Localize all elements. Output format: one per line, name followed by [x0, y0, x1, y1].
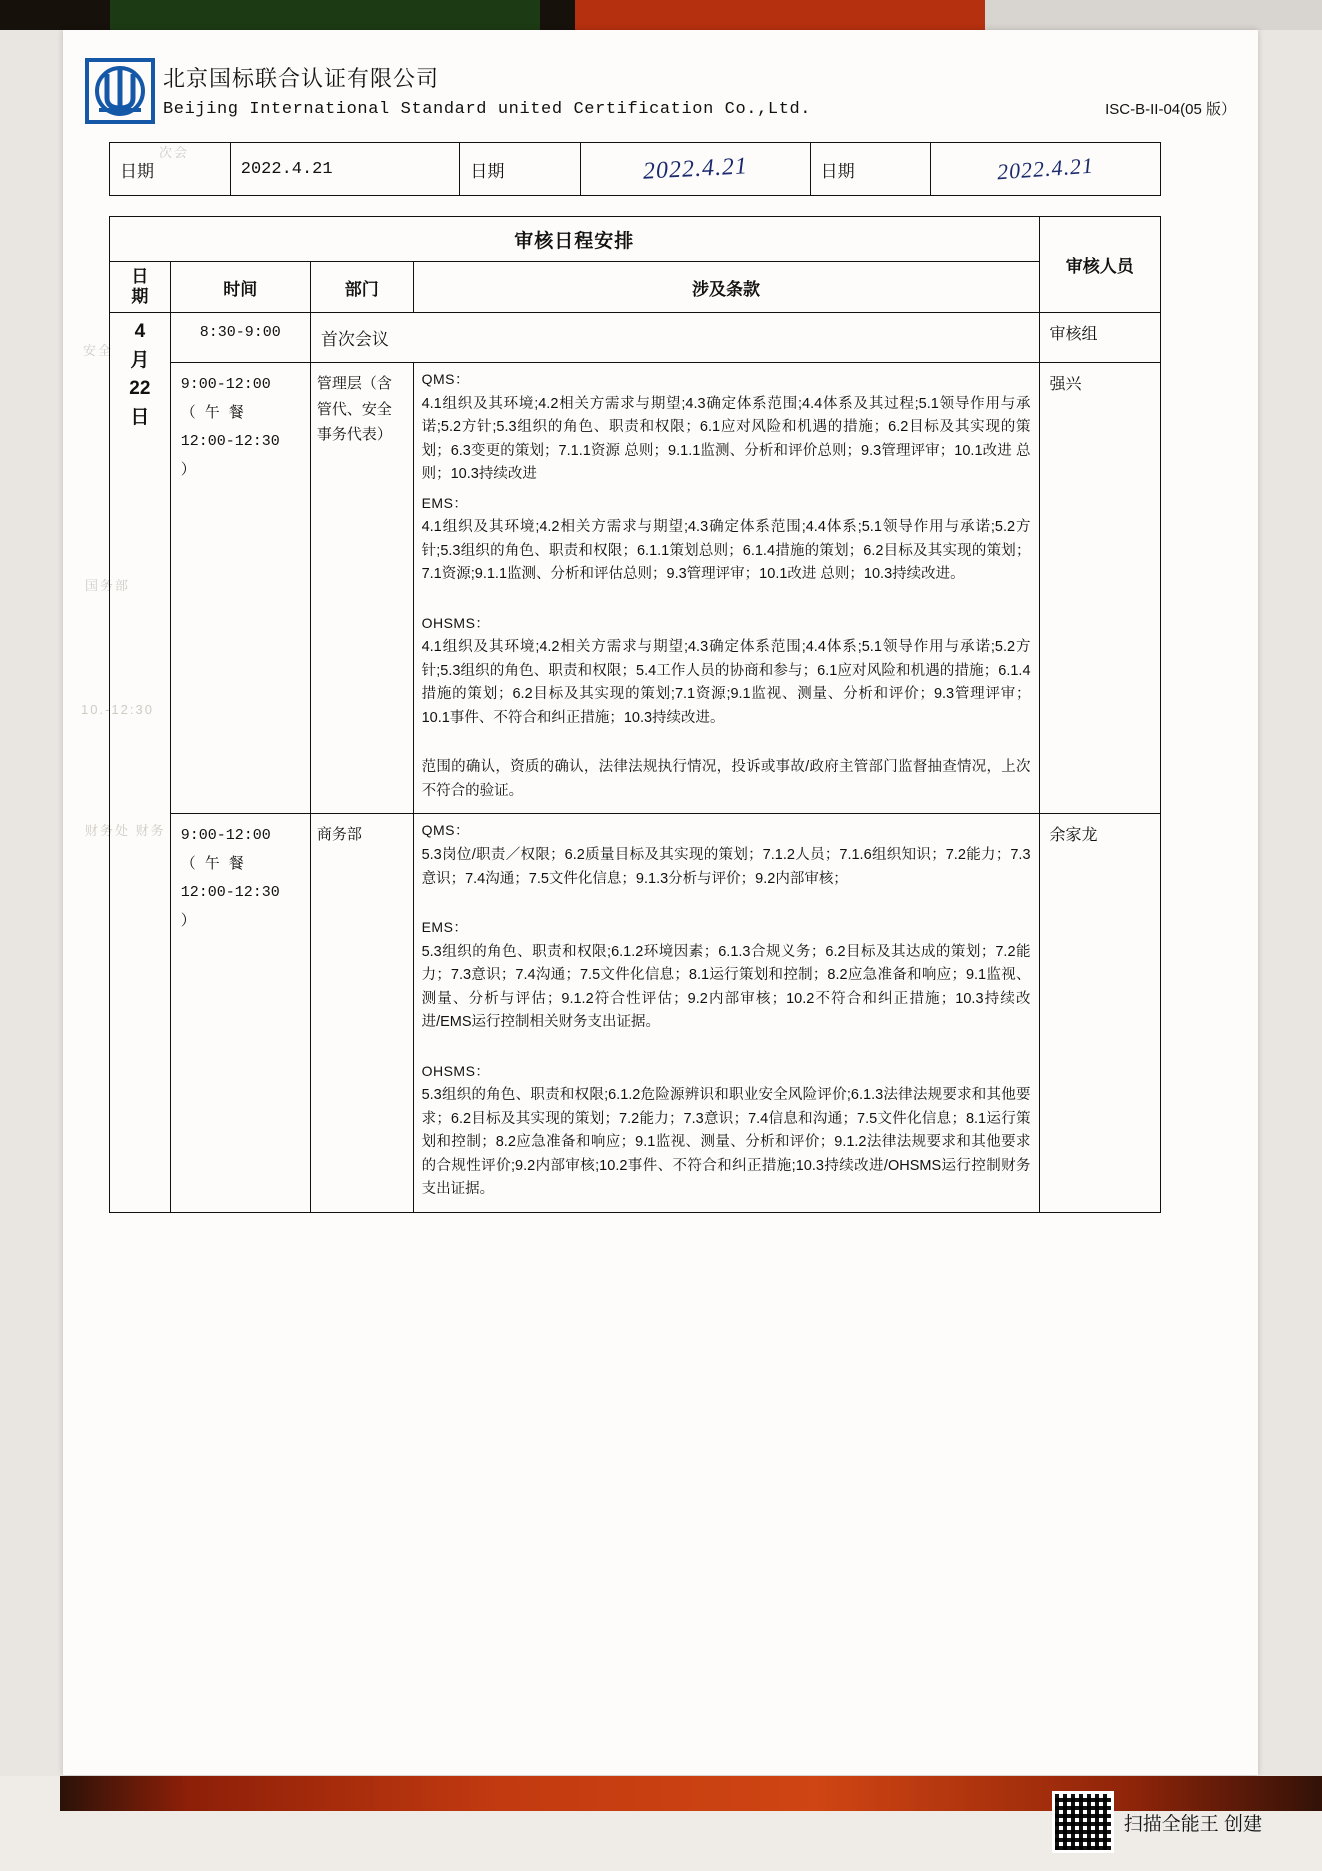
handwriting-date-3: 2022.4.21: [996, 152, 1095, 185]
date-value-1: 2022.4.21: [230, 143, 460, 196]
clause-group-label: QMS：: [421, 371, 470, 387]
date-strip-row: [110, 143, 1161, 196]
table-row: [110, 814, 1161, 1212]
scan-watermark: [1052, 1791, 1262, 1853]
clause-group-text: 5.3组织的角色、职责和权限;6.1.2环境因素；6.1.3合规义务；6.2目标及其达成的策划；7.2能力；7.3意识；7.4沟通；7.5文件化信息；8.1运行策划和控制；8.2应急准备和响应；9.1监视、测量、分析与评估；9.1.2符合性评估；9.2内部审核；10.2不符合和纠正措施；10.3持续改进/EMS运行控制相关财务支出证据。: [421, 943, 1031, 1031]
date-label-1: 日期: [110, 143, 231, 196]
company-name-cn: 北京国标联合认证有限公司: [163, 66, 440, 91]
clause-group-label: QMS：: [421, 822, 470, 839]
date-value-3-handwritten: [931, 143, 1161, 196]
row3-time: 9:00-12:00 （ 午 餐 12:00-12:30 ）: [170, 814, 310, 1212]
clause-group-text: 范围的确认，资质的确认，法律法规执行情况，投诉或事故/政府主管部门监督抽查情况，上次不符合的验证。: [421, 759, 1031, 799]
row3-auditor: 余家龙: [1039, 814, 1160, 1212]
clause-group-text: 5.3岗位/职责／权限；6.2质量目标及其实现的策划；7.1.2人员；7.1.6组织知识；7.2能力；7.3意识；7.4沟通；7.5文件化信息；9.1.3分析与评价；9.2内部审核；: [421, 847, 1031, 887]
qr-code-icon: [1052, 1791, 1114, 1853]
clause-group-text: 5.3组织的角色、职责和权限;6.1.2危险源辨识和职业安全风险评价;6.1.3法律法规要求和其他要求；6.2目标及其实现的策划；7.2能力；7.3意识；7.4信息和沟通；7.5文件化信息；8.1运行策划和控制；8.2应急准备和响应；9.1监视、测量、分析和评价；9.1.2法律法规要求和其他要求的合规性评价;9.2内部审核;10.2事件、不符合和纠正措施;10.3持续改进/OHSMS运行控制财务支出证据。: [421, 1087, 1031, 1198]
row1-time: 8:30-9:00: [170, 313, 310, 363]
schedule-title-row: [110, 217, 1161, 262]
bleed-ghost-3: 国务部: [85, 578, 131, 593]
column-header-time: 时间: [170, 262, 310, 313]
row3-clauses: [413, 814, 1039, 1212]
document-page: [63, 30, 1258, 1775]
clause-group-label: OHSMS：: [421, 614, 490, 631]
scan-top-edge: [0, 0, 1322, 30]
clause-group-text: 4.1组织及其环境;4.2相关方需求与期望;4.3确定体系范围;4.4体系及其过程;5.1领导作用与承诺;5.2方针;5.3组织的角色、职责和权限；6.1应对风险和机遇的措施；6.2目标及其实现的策划；6.3变更的策划；7.1.1资源 总则；9.1.1监测、分析和评价总则；9.3管理评审；10.1改进 总则；10.3持续改进: [421, 395, 1031, 483]
date-label-2: 日期: [460, 143, 581, 196]
scan-edge-grey-band: [985, 0, 1322, 30]
row-date-cell: [110, 313, 171, 1213]
date-label-3: 日期: [810, 143, 931, 196]
bleed-ghost-4: 10.-12:30: [81, 702, 154, 717]
handwriting-date-2: 2022.4.21: [642, 152, 749, 185]
row1-auditor: 审核组: [1039, 313, 1160, 363]
clause-group-label: OHSMS：: [421, 1062, 490, 1079]
column-header-clause: 涉及条款: [413, 262, 1039, 313]
date-value-2-handwritten: [581, 143, 811, 196]
bleed-ghost-5: 财务处 财务: [85, 823, 166, 838]
scan-edge-green-band: [110, 0, 540, 30]
row2-clauses: [413, 363, 1039, 814]
row2-time: 9:00-12:00 （ 午 餐 12:00-12:30 ）: [170, 363, 310, 814]
clause-group-label: EMS：: [421, 919, 468, 936]
schedule-title: 审核日程安排: [110, 217, 1040, 262]
document-header: [63, 50, 1258, 140]
column-header-auditor: 审核人员: [1039, 217, 1160, 313]
row2-dept: 管理层（含管代、安全事务代表）: [310, 363, 413, 814]
row2-auditor: 强兴: [1039, 363, 1160, 814]
date-strip-table: [109, 142, 1161, 196]
table-row: [110, 363, 1161, 814]
company-name-en: Beijing International Standard united Certification Co.,Ltd.: [163, 100, 812, 119]
document-number: ISC-B-II-04(05 版）: [1105, 101, 1236, 118]
bleed-ghost-2: 安全: [83, 343, 114, 358]
watermark-text: 扫描全能王 创建: [1123, 1813, 1262, 1835]
audit-schedule-table: [109, 216, 1161, 1213]
company-logo-icon: [85, 58, 155, 124]
date-vertical-text: 4 月 22 日: [129, 321, 151, 428]
clause-group-label: EMS：: [421, 494, 468, 511]
clause-group-text: 4.1组织及其环境;4.2相关方需求与期望;4.3确定体系范围;4.4体系;5.1领导作用与承诺;5.2方针;5.3组织的角色、职责和权限；6.1.1策划总则；6.1.4措施的策划；6.2目标及其实现的策划；7.1资源;9.1.1监测、分析和评估总则；9.3管理评审；10.1改进 总则；10.3持续改进。: [421, 519, 1031, 583]
row3-dept: 商务部: [310, 814, 413, 1212]
column-header-dept: 部门: [310, 262, 413, 313]
column-header-date: 日 期: [110, 262, 171, 313]
table-row: [110, 313, 1161, 363]
clause-group-text: 4.1组织及其环境;4.2相关方需求与期望;4.3确定体系范围;4.4体系;5.1领导作用与承诺;5.2方针;5.3组织的角色、职责和权限；5.4工作人员的协商和参与；6.1应对风险和机遇的措施；6.1.4措施的策划；6.2目标及其实现的策划;7.1资源;9.1监视、测量、分析和评价；9.3管理评审；10.1事件、不符合和纠正措施；10.3持续改进。: [421, 639, 1031, 726]
row1-dept: 首次会议: [310, 313, 1039, 363]
bleed-ghost-1: 次会: [159, 145, 190, 160]
schedule-header-row: [110, 262, 1161, 313]
scan-edge-red-band: [575, 0, 985, 30]
